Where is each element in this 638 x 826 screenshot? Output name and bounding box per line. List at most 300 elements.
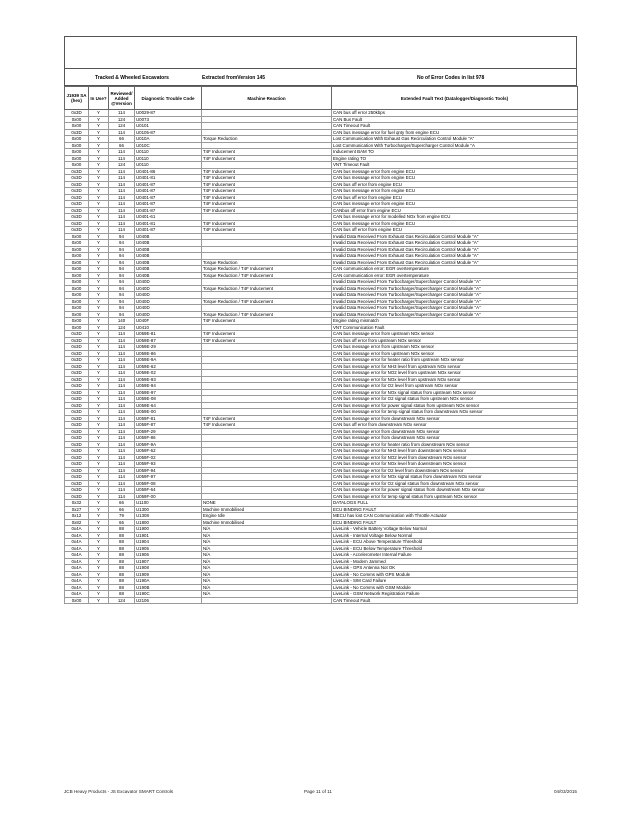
reaction-cell [202,597,332,604]
in-use-cell: Y [89,363,109,370]
sa-cell: 0x3D [65,428,89,435]
fault-text-cell: CAN bus message error for O2 level from upstream NOx sensor [332,383,578,390]
reaction-cell: N/A [202,584,332,591]
dtc-cell: U059F-94 [135,467,202,474]
in-use-cell: Y [89,487,109,494]
in-use-cell: Y [89,519,109,526]
dtc-cell: U1100 [135,500,202,507]
sa-cell: 0x00 [65,324,89,331]
in-use-cell: Y [89,305,109,312]
in-use-cell: Y [89,383,109,390]
version-cell: 94 [109,246,135,253]
sa-cell: 0x3D [65,376,89,383]
reaction-cell: Torque Reduction [202,136,332,143]
sa-cell: 0x3D [65,175,89,182]
sa-cell: 0x4A [65,571,89,578]
sa-cell: 0x00 [65,266,89,273]
fault-text-cell: MECU has lost CAN Communication with Throttle Actuator [332,513,578,520]
sa-cell: 0x3D [65,168,89,175]
sa-cell: 0x3D [65,409,89,416]
sa-cell: 0x00 [65,162,89,169]
dtc-cell: U1906 [135,552,202,559]
dtc-cell: U059E-02 [135,370,202,377]
in-use-cell: Y [89,565,109,572]
dtc-cell: U1901 [135,532,202,539]
dtc-cell: U0110 [135,149,202,156]
version-cell: 114 [109,383,135,390]
reaction-cell: T4F Inducement [202,422,332,429]
reaction-cell: N/A [202,552,332,559]
fault-text-cell: LiveLink - SIM Card Failure [332,578,578,585]
sa-cell: 0x00 [65,318,89,325]
fault-text-cell: Invalid Data Received From Exhaust Gas Recirculation Control Module "A" [332,253,578,260]
version-cell: 114 [109,155,135,162]
sa-cell: 0x3D [65,227,89,234]
in-use-cell: Y [89,279,109,286]
dtc-cell: U190A [135,578,202,585]
dtc-cell: U059F-81 [135,415,202,422]
in-use-cell: Y [89,526,109,533]
dtc-cell: U040D [135,285,202,292]
dtc-cell: U059E-9A [135,357,202,364]
dtc-cell: U0401-87 [135,201,202,208]
fault-text-cell: CAN Bus Fault [332,116,578,123]
reaction-cell: T4F Inducement [202,331,332,338]
version-cell: 114 [109,376,135,383]
footer-page-number: Page 11 of 11 [304,789,332,794]
in-use-cell: Y [89,201,109,208]
fault-text-cell: CAN Timeout Fault [332,597,578,604]
sa-cell: 0x00 [65,136,89,143]
version-cell: 114 [109,227,135,234]
in-use-cell: Y [89,149,109,156]
version-cell: 88 [109,552,135,559]
dtc-cell: U010A [135,136,202,143]
in-use-cell: Y [89,584,109,591]
sa-cell: 0x00 [65,116,89,123]
dtc-cell: U059F-93 [135,461,202,468]
in-use-cell: Y [89,194,109,201]
dtc-cell: U0401-61 [135,214,202,221]
dtc-cell: U190C [135,591,202,598]
in-use-cell: Y [89,467,109,474]
version-cell: 94 [109,298,135,305]
version-cell: 88 [109,565,135,572]
in-use-cell: Y [89,272,109,279]
version-cell: 66 [109,506,135,513]
col-header-version: Reviewed/ Added @Version [109,87,135,110]
dtc-cell: U059F-64 [135,487,202,494]
dtc-cell: U040B [135,233,202,240]
version-cell: 114 [109,402,135,409]
version-cell: 88 [109,539,135,546]
dtc-cell: U1308 [135,513,202,520]
fault-text-cell: LiveLink - GPS Antenna Not OK [332,565,578,572]
dtc-cell: U059F-87 [135,422,202,429]
version-cell: 94 [109,292,135,299]
in-use-cell: Y [89,376,109,383]
version-cell: 114 [109,175,135,182]
sa-cell: 0x00 [65,142,89,149]
fault-text-cell: CAN bus message error for power signal status from upstream NOx sensor [332,402,578,409]
dtc-cell: U0401-86 [135,168,202,175]
fault-text-cell: LiveLink - GSM Network Registration Failure [332,591,578,598]
fault-text-cell: LiveLink - Accelerometer Internal Failure [332,552,578,559]
reaction-cell: Torque Reduction / T4F Inducement [202,272,332,279]
sheet-header [64,68,577,86]
version-cell: 114 [109,149,135,156]
page-footer [64,789,577,797]
dtc-cell: U1800 [135,519,202,526]
fault-text-cell: CAN bus message error from engine ECU [332,168,578,175]
dtc-cell: U0029-87 [135,110,202,117]
dtc-cell: U0101 [135,123,202,130]
version-cell: 94 [109,266,135,273]
version-cell: 114 [109,422,135,429]
version-cell: 66 [109,519,135,526]
fault-text-cell: LiveLink - Vehicle Battery Voltage Below Normal [332,526,578,533]
reaction-cell: T4F Inducement [202,220,332,227]
in-use-cell: Y [89,545,109,552]
dtc-cell: U040D [135,311,202,318]
in-use-cell: Y [89,116,109,123]
sa-cell: 0x3D [65,467,89,474]
dtc-cell: U059F-9A [135,441,202,448]
version-cell: 114 [109,389,135,396]
fault-text-cell: CAN bus message error for NH3 level from downstream NOx sensor [332,448,578,455]
version-cell: 94 [109,285,135,292]
fault-text-cell: VNT Timeout Fault [332,162,578,169]
in-use-cell: Y [89,409,109,416]
table-body [65,110,578,604]
dtc-cell: U059F-62 [135,448,202,455]
version-cell: 94 [109,311,135,318]
fault-text-cell: LiveLink - ECU Above Temperature Threshold [332,539,578,546]
sa-cell: 0x3D [65,110,89,117]
sa-cell: 0x3D [65,480,89,487]
fault-text-cell: CANbus off error from engine ECU [332,207,578,214]
in-use-cell: Y [89,337,109,344]
reaction-cell: N/A [202,532,332,539]
fault-text-cell: LiveLink - No Comms with GSM Module [332,584,578,591]
in-use-cell: Y [89,331,109,338]
fault-text-cell: CAN bus message error for NO2 level from upstream NOx sensor [332,370,578,377]
in-use-cell: Y [89,162,109,169]
fault-text-cell: CAN bus message error for power signal status from downstream NOx sensor [332,487,578,494]
version-cell: 114 [109,409,135,416]
version-cell: 124 [109,597,135,604]
sa-cell: 0x3D [65,448,89,455]
dtc-cell: U059F-97 [135,474,202,481]
sa-cell: 0x3D [65,357,89,364]
fault-text-cell: CAN bus message error for temp signal status from upstream NOx sensor [332,493,578,500]
reaction-cell: T4F Inducement [202,207,332,214]
sa-cell: 0x3D [65,435,89,442]
fault-text-cell: CAN bus message error for modelled NOx from engine ECU [332,214,578,221]
reaction-cell: T4F Inducement [202,227,332,234]
sa-cell: 0x3D [65,415,89,422]
in-use-cell: Y [89,370,109,377]
version-cell: 114 [109,396,135,403]
in-use-cell: Y [89,175,109,182]
in-use-cell: Y [89,389,109,396]
fault-text-cell: Invalid Data Received From Turbocharger/Supercharger Control Module "A" [332,311,578,318]
in-use-cell: Y [89,513,109,520]
in-use-cell: Y [89,402,109,409]
in-use-cell: Y [89,597,109,604]
fault-text-cell: CAN bus message error from engine ECU [332,220,578,227]
version-cell: 88 [109,545,135,552]
sa-cell: 0x4A [65,545,89,552]
sa-cell: 0x3D [65,220,89,227]
sa-cell: 0x00 [65,305,89,312]
reaction-cell: N/A [202,591,332,598]
in-use-cell: Y [89,552,109,559]
fault-text-cell: Engine rating TO [332,155,578,162]
version-cell: 66 [109,500,135,507]
fault-text-cell: CAN bus message error for temp signal status from downstream NOx sensor [332,409,578,416]
in-use-cell: Y [89,227,109,234]
dtc-cell: U010C [135,142,202,149]
reaction-cell: Torque Reduction / T4F Inducement [202,285,332,292]
dtc-cell: U1300 [135,506,202,513]
version-cell: 124 [109,324,135,331]
dtc-cell: U040B [135,246,202,253]
dtc-cell: U059F-08 [135,480,202,487]
dtc-cell: U0401-87 [135,194,202,201]
sa-cell: 0x3D [65,474,89,481]
reaction-cell: Torque Reduction / T4F Inducement [202,311,332,318]
version-cell: 114 [109,370,135,377]
version-cell: 114 [109,188,135,195]
dtc-cell: U059E-64 [135,402,202,409]
fault-text-cell: Invalid Data Received From Exhaust Gas Recirculation Control Module "A" [332,259,578,266]
version-cell: 114 [109,181,135,188]
sa-cell: 0x00 [65,149,89,156]
title-frame [64,36,577,68]
dtc-cell: U040D [135,305,202,312]
dtc-cell: U0110 [135,155,202,162]
sa-cell: 0x00 [65,279,89,286]
version-cell: 114 [109,493,135,500]
reaction-cell: Torque Reduction / T4F Inducement [202,266,332,273]
sa-cell: 0x3D [65,207,89,214]
version-cell: 124 [109,123,135,130]
dtc-cell: U1908 [135,565,202,572]
dtc-cell: U0401-87 [135,188,202,195]
fault-text-cell: Lost Communication With Exhaust Gas Recirculation Control Module "A" [332,136,578,143]
dtc-cell: U1907 [135,558,202,565]
dtc-cell: U0401-87 [135,207,202,214]
in-use-cell: Y [89,578,109,585]
fault-text-cell: Invalid Data Received From Turbocharger/Supercharger Control Module "A" [332,305,578,312]
version-cell: 94 [109,279,135,286]
fault-text-cell: Inducement BAM TO [332,149,578,156]
fault-text-cell: CAN bus message error from engine ECU [332,188,578,195]
dtc-cell: U040D [135,292,202,299]
dtc-cell: U0105-87 [135,129,202,136]
dtc-cell: U059E-86 [135,350,202,357]
dtc-cell: U190B [135,584,202,591]
in-use-cell: Y [89,259,109,266]
fault-text-cell: Lost Communication With Turbocharger/Supercharger Control Module "A [332,142,578,149]
fault-text-cell: CAN bus off error from engine ECU [332,227,578,234]
sa-cell: 0x00 [65,292,89,299]
version-cell: 114 [109,448,135,455]
sa-cell: 0x00 [65,123,89,130]
sa-cell: 0x3D [65,188,89,195]
sa-cell: 0x00 [65,233,89,240]
sa-cell: 0x3D [65,337,89,344]
col-header-dtc: Diagnostic Trouble Code [135,87,202,110]
sa-cell: 0x4A [65,539,89,546]
sa-cell: 0x3D [65,461,89,468]
in-use-cell: Y [89,344,109,351]
version-cell: 114 [109,357,135,364]
reaction-cell: T4F Inducement [202,318,332,325]
dtc-cell: U0401-81 [135,175,202,182]
sa-cell: 0x3D [65,181,89,188]
in-use-cell: Y [89,311,109,318]
dtc-cell: U059F-86 [135,435,202,442]
dtc-cell: U040B [135,272,202,279]
version-cell: 124 [109,116,135,123]
fault-text-cell: LiveLink - ECU Below Temperature Threshold [332,545,578,552]
reaction-cell: NONE [202,500,332,507]
reaction-cell: T4F Inducement [202,181,332,188]
in-use-cell: Y [89,285,109,292]
dtc-cell: U040D [135,298,202,305]
version-cell: 140 [109,318,135,325]
in-use-cell: Y [89,415,109,422]
fault-text-cell: Invalid Data Received From Exhaust Gas Recirculation Control Module "A" [332,233,578,240]
in-use-cell: Y [89,350,109,357]
reaction-cell: T4F Inducement [202,188,332,195]
sa-cell: 0x4A [65,558,89,565]
version-cell: 114 [109,214,135,221]
dtc-cell: U0410 [135,324,202,331]
dtc-cell: U059E-00 [135,409,202,416]
dtc-cell: U1900 [135,526,202,533]
fault-text-cell: CAN bus message error for heater ratio from upstream NOx sensor [332,357,578,364]
dtc-cell: U040B [135,240,202,247]
fault-text-cell: CAN bus message error from engine ECU [332,201,578,208]
fault-text-cell: CAN bus off error 250kbps [332,110,578,117]
in-use-cell: Y [89,448,109,455]
sa-cell: 0x4A [65,584,89,591]
dtc-cell: U059E-87 [135,337,202,344]
sa-cell: 0x00 [65,155,89,162]
fault-text-cell: CAN bus message error for NOx signal status from downstream NOx sensor [332,474,578,481]
version-cell: 114 [109,467,135,474]
fault-text-cell: CAN bus message error for NO2 level from downstream NOx sensor [332,454,578,461]
dtc-cell: U0401-81 [135,220,202,227]
sa-cell: 0x3D [65,129,89,136]
sa-cell: 0x4A [65,591,89,598]
fault-text-cell: Invalid Data Received From Turbocharger/Supercharger Control Module "A" [332,292,578,299]
sa-cell: 0x00 [65,272,89,279]
sa-cell: 0x00 [65,246,89,253]
version-cell: 114 [109,435,135,442]
fault-text-cell: Invalid Data Received From Turbocharger/Supercharger Control Module "A" [332,279,578,286]
fault-text-cell: ECU BINDING FAULT [332,519,578,526]
fault-text-cell: CAN bus message error from downstream NOx sensor [332,428,578,435]
version-cell: 114 [109,428,135,435]
reaction-cell: N/A [202,565,332,572]
fault-text-cell: Invalid Data Received From Exhaust Gas Recirculation Control Module "A" [332,240,578,247]
version-cell: 94 [109,233,135,240]
version-cell: 114 [109,474,135,481]
fault-text-cell: CAN bus message error for heater ratio from downstream NOx sensor [332,441,578,448]
sa-cell: 0x3D [65,344,89,351]
in-use-cell: Y [89,539,109,546]
dtc-cell: U059E-97 [135,389,202,396]
sa-cell: 0x3D [65,422,89,429]
in-use-cell: Y [89,110,109,117]
in-use-cell: Y [89,142,109,149]
in-use-cell: Y [89,558,109,565]
fault-text-cell: CAN bus message error for NOx signal status from upstream NOx sensor [332,389,578,396]
version-cell: 79 [109,513,135,520]
reaction-cell: Machine Immobilised [202,519,332,526]
version-cell: 88 [109,571,135,578]
version-cell: 88 [109,591,135,598]
reaction-cell: T4F Inducement [202,155,332,162]
sa-cell: 0x00 [65,597,89,604]
dtc-cell: U2106 [135,597,202,604]
in-use-cell: Y [89,129,109,136]
fault-text-cell: CAN bus message error for O2 signal status from downstream NOx sensor [332,480,578,487]
in-use-cell: Y [89,188,109,195]
version-cell: 114 [109,415,135,422]
in-use-cell: Y [89,233,109,240]
dtc-cell: U059E-93 [135,376,202,383]
fault-text-cell: CAN bus message error for O2 signal status from upstream NOx sensor [332,396,578,403]
reaction-cell: Machine Immobilised [202,506,332,513]
sa-cell: 0x00 [65,298,89,305]
sa-cell: 0x27 [65,506,89,513]
in-use-cell: Y [89,253,109,260]
fault-text-cell: CAN bus message error from downstream NOx sensor [332,415,578,422]
dtc-cell: U0401-87 [135,227,202,234]
fault-text-cell: CAN communication error: EGR overtemperature [332,272,578,279]
fault-text-cell: LiveLink - No Comms with GPS Module [332,571,578,578]
sa-cell: 0x4A [65,526,89,533]
error-code-count: No of Error Codes in list 978 [417,75,485,81]
sa-cell: 0x00 [65,240,89,247]
in-use-cell: Y [89,357,109,364]
in-use-cell: Y [89,480,109,487]
sa-cell: 0x3D [65,493,89,500]
sa-cell: 0x3D [65,389,89,396]
reaction-cell: T4F Inducement [202,175,332,182]
dtc-cell: U059E-81 [135,331,202,338]
fault-text-cell: Engine rating mismatch [332,318,578,325]
fault-text-cell: Invalid Data Received From Turbocharger/Supercharger Control Module "A" [332,285,578,292]
dtc-cell: U040B [135,259,202,266]
version-cell: 114 [109,487,135,494]
version-cell: 114 [109,344,135,351]
in-use-cell: Y [89,318,109,325]
version-cell: 114 [109,461,135,468]
sa-cell: 0x00 [65,285,89,292]
sa-cell: 0x3D [65,454,89,461]
version-cell: 114 [109,194,135,201]
version-cell: 66 [109,142,135,149]
sa-cell: 0x3D [65,331,89,338]
version-cell: 124 [109,162,135,169]
fault-text-cell: CAN bus message error from downstream NOx sensor [332,435,578,442]
